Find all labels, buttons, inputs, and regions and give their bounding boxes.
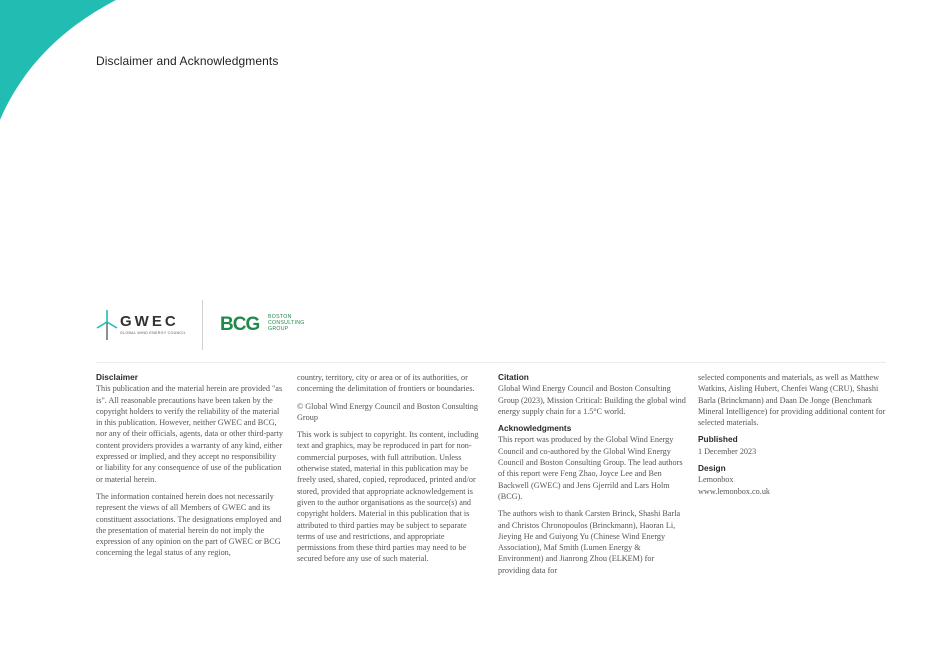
gwec-logo [96, 310, 188, 340]
acknowledgments-heading: Acknowledgments [498, 423, 572, 434]
disclaimer-paragraph: The information contained herein does not necessarily represent the views of all Members of GWEC and its constituent associations. The designations employed and the presentation of material herein do not imply the expression of any opinion on the part of GWEC or BCG concerning the legal status of any region, [96, 491, 282, 558]
design-url-link[interactable]: www.lemonbox.co.uk [698, 486, 771, 496]
disclaimer-heading: Disclaimer [96, 372, 138, 382]
bcg-logo [220, 315, 310, 337]
design-heading: Design [698, 463, 726, 474]
citation-text: Global Wind Energy Council and Boston Consulting Group (2023), Mission Critical: Building the global wind energy supply chain for a 1.5°C world. [498, 384, 686, 416]
gwec-wordmark: GWEC [120, 313, 179, 330]
bcg-subtitle-line: CONSULTING [268, 319, 305, 326]
acknowledgments-paragraph: The authors wish to thank Carsten Brinck, Shashi Barla and Christos Chronopoulos (Brinckmann), Haoran Li, Jieying He and Guiyong Yu (Chinese Wind Energy Association), Maf Smith (Lumen Energy & Environment) and Jianrong Zhou (ELKEM) for providing data for [498, 509, 681, 575]
bcg-subtitle-line: GROUP [268, 325, 289, 332]
logo-divider [202, 300, 203, 350]
column-1 [96, 372, 284, 565]
section-divider [96, 362, 886, 363]
bcg-subtitle-line: BOSTON [268, 314, 292, 320]
copyright-notice: © Global Wind Energy Council and Boston Consulting Group [297, 401, 478, 422]
disclaimer-paragraph: This publication and the material herein are provided "as is". All reasonable precautions have been taken by the copyright holders to verify the reliability of the material in this publication. However, neither GWEC and BCG, nor any of their officials, agents, data or other third-party content providers provides a warranty of any kind, either expressed or implied, and they accept no responsibility or liability for any consequence of use of the publication or material herein. [96, 384, 283, 484]
bcg-subtitle [268, 315, 314, 332]
page-title: Disclaimer and Acknowledgments [96, 54, 279, 68]
design-name: Lemonbox [698, 475, 734, 485]
published-date: 1 December 2023 [698, 446, 757, 456]
column-3 [498, 372, 686, 582]
bcg-wordmark: BCG [220, 314, 260, 335]
column-4 [698, 372, 886, 497]
wind-turbine-icon [96, 310, 118, 340]
column-2 [297, 372, 485, 571]
citation-heading: Citation [498, 372, 529, 382]
disclaimer-paragraph: country, territory, city or area or of its authorities, or concerning the delimitation of frontiers or boundaries. [297, 373, 475, 394]
acknowledgments-paragraph: This report was produced by the Global Wind Energy Council and co-authored by the Global Wind Energy Council and Boston Consulting Group. The lead authors of this report were Feng Zhao, Joyce Lee and Ben Backwell (GWEC) and Jens Gjerrild and Lars Holm (BCG). [498, 435, 683, 501]
gwec-subtitle: GLOBAL WIND ENERGY COUNCIL [120, 331, 186, 335]
disclaimer-paragraph: This work is subject to copyright. Its content, including text and graphics, may be reproduced in part for non-commercial purposes, with full attribution. Unless otherwise stated, material in this publication may be freely used, shared, copied, reproduced, printed and/or stored, provided that appropriate acknowledgement is given to the author organisations as the source(s) and copyright holders. Material in this publication that is attributed to third parties may be subject to separate terms of use and restrictions, and appropriate permissions from these third parties may need to be secured before any use of such material. [297, 430, 479, 564]
acknowledgments-paragraph: selected components and materials, as well as Matthew Watkins, Aisling Hubert, Chenfei Wang (CRU), Shashi Barla (Brinckmann) and Daan De Jonge (Benchmark Mineral Intelligence) for providing additional content for selected materials. [698, 373, 886, 428]
published-heading: Published [698, 434, 738, 445]
